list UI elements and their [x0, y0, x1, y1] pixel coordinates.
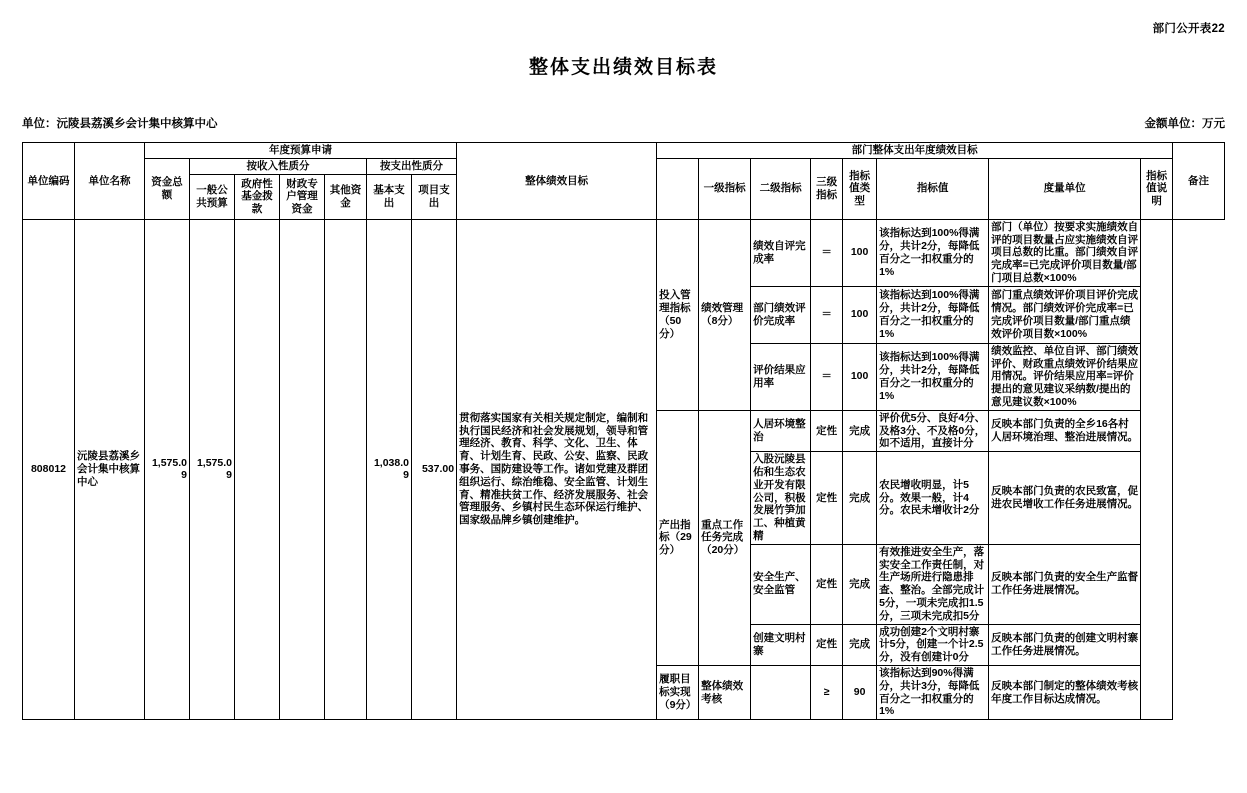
- cell-indicator-l1: 投入管理指标（50分）: [657, 219, 699, 410]
- cell-indicator-l3: 评价结果应用率: [751, 343, 811, 410]
- cell-measure: 农民增收明显，计5分。效果一般，计4分。农民未增收计2分: [877, 452, 989, 545]
- cell-overall-goal: 贯彻落实国家有关相关规定制定，编制和执行国民经济和社会发展规划，领导和管理经济、教育、科学、文化、卫生、体育、计划生育、民政、公安、监察、民政事务、国防建设等工作。诸如党建及群团组织运行、综治维稳、安全监管、计划生育、精准扶贫工作、经济发展服务、社会管理服务、乡镇村民生态环保运行维护、国家级品牌乡镇创建维护。: [457, 219, 657, 719]
- cell-measure: 该指标达到100%得满分，共计2分，每降低百分之一扣权重分的1%: [877, 343, 989, 410]
- th-general-public: 一般公共预算: [190, 174, 235, 219]
- cell-measure: 成功创建2个文明村寨计5分，创建一个计2.5分，没有创建计0分: [877, 624, 989, 665]
- cell-indicator-l3: 部门绩效评价完成率: [751, 286, 811, 343]
- cell-explain: 反映本部门负责的农民致富，促进农民增收工作任务进展情况。: [989, 452, 1141, 545]
- th-unit-code: 单位编码: [23, 143, 75, 220]
- cell-unit-name: 沅陵县荔溪乡会计集中核算中心: [75, 219, 145, 719]
- th-project-expense: 项目支出: [412, 174, 457, 219]
- th-indicator-l1: 一级指标: [699, 158, 751, 219]
- th-indicator-l3: 三级指标: [811, 158, 843, 219]
- cell-value: 完成: [843, 624, 877, 665]
- cell-value: 100: [843, 219, 877, 286]
- th-dept-goal-group: 部门整体支出年度绩效目标: [657, 143, 1173, 159]
- th-indicator-value-type: 指标值类型: [843, 158, 877, 219]
- cell-measure: 该指标达到100%得满分，共计2分，每降低百分之一扣权重分的1%: [877, 286, 989, 343]
- cell-value-type: ＝: [811, 343, 843, 410]
- cell-measure: 有效推进安全生产，落实安全工作责任制，对生产场所进行隐患排查、整治。全部完成计5分，一项未完成扣1.5分，三项未完成扣5分: [877, 544, 989, 624]
- cell-explain: 部门重点绩效评价项目评价完成情况。部门绩效评价完成率=已完成评价项目数量/部门重点绩效评价项目数×100%: [989, 286, 1141, 343]
- cell-indicator-l1: 履职目标实现（9分）: [657, 665, 699, 719]
- cell-indicator-l2: 重点工作任务完成（20分）: [699, 410, 751, 665]
- th-total-funds: 资金总额: [145, 158, 190, 219]
- cell-value-type: 定性: [811, 544, 843, 624]
- cell-explain: 反映本部门负责的创建文明村寨工作任务进展情况。: [989, 624, 1141, 665]
- unit-label: 单位：沅陵县荔溪乡会计集中核算中心: [22, 118, 218, 130]
- cell-measure: 评价优5分、良好4分、及格3分、不及格0分，如不适用，直接计分: [877, 410, 989, 451]
- th-fiscal-account: 财政专户管理资金: [280, 174, 325, 219]
- th-value-explain: 指标值说明: [1141, 158, 1173, 219]
- cell-indicator-l3: 入股沅陵县佑和生态农业开发有限公司，积极发展竹笋加工、种植黄精: [751, 452, 811, 545]
- cell-value-type: ＝: [811, 219, 843, 286]
- th-remark: 备注: [1173, 143, 1225, 220]
- cell-unit-code: 808012: [23, 219, 75, 719]
- cell-explain: 反映本部门负责的全乡16各村人居环境治理、整治进展情况。: [989, 410, 1141, 451]
- performance-goal-table: [22, 142, 1225, 720]
- cell-value: 完成: [843, 452, 877, 545]
- cell-gov-fund: [235, 219, 280, 719]
- cell-indicator-l3: 安全生产、安全监管: [751, 544, 811, 624]
- th-overall-goal: 整体绩效目标: [457, 143, 657, 220]
- cell-general-public: 1,575.09: [190, 219, 235, 719]
- cell-indicator-l3: [751, 665, 811, 719]
- cell-value-type: 定性: [811, 452, 843, 545]
- cell-indicator-l2: 绩效管理（8分）: [699, 219, 751, 410]
- th-budget-group: 年度预算申请: [145, 143, 457, 159]
- th-basic-expense: 基本支出: [367, 174, 412, 219]
- cell-indicator-l2: 整体绩效考核: [699, 665, 751, 719]
- cell-total-funds: 1,575.09: [145, 219, 190, 719]
- cell-other-funds: [325, 219, 367, 719]
- th-indicator-l2: 二级指标: [751, 158, 811, 219]
- form-number-note: 部门公开表22: [1152, 23, 1225, 35]
- amount-unit-label: 金额单位：万元: [1144, 118, 1225, 130]
- th-measure-unit: 度量单位: [989, 158, 1141, 219]
- cell-indicator-l1: 产出指标（29分）: [657, 410, 699, 665]
- cell-indicator-l3: 创建文明村寨: [751, 624, 811, 665]
- cell-explain: 反映本部门负责的安全生产监督工作任务进展情况。: [989, 544, 1141, 624]
- th-gov-fund: 政府性基金拨款: [235, 174, 280, 219]
- th-spacer: [657, 158, 699, 219]
- meta-row: [22, 115, 1225, 131]
- cell-value: 完成: [843, 544, 877, 624]
- table-header-row-1: [23, 143, 1225, 159]
- cell-measure: 该指标达到100%得满分，共计2分，每降低百分之一扣权重分的1%: [877, 219, 989, 286]
- th-other-funds: 其他资金: [325, 174, 367, 219]
- cell-explain: 绩效监控、单位自评、部门绩效评价、财政重点绩效评价结果应用情况。评价结果应用率=评价提出的意见建议采纳数/提出的意见建议数×100%: [989, 343, 1141, 410]
- cell-indicator-l3: 绩效自评完成率: [751, 219, 811, 286]
- cell-indicator-l3: 人居环境整治: [751, 410, 811, 451]
- cell-fiscal-account: [280, 219, 325, 719]
- th-by-income: 按收入性质分: [190, 158, 367, 174]
- cell-value: 100: [843, 286, 877, 343]
- page-title: 整体支出绩效目标表: [528, 57, 718, 78]
- table-body: [23, 219, 1225, 719]
- cell-value: 100: [843, 343, 877, 410]
- cell-value-type: ≥: [811, 665, 843, 719]
- cell-explain: 反映本部门制定的整体绩效考核年度工作目标达成情况。: [989, 665, 1141, 719]
- th-by-expense: 按支出性质分: [367, 158, 457, 174]
- cell-project-expense: 537.00: [412, 219, 457, 719]
- cell-explain: 部门（单位）按要求实施绩效自评的项目数量占应实施绩效自评项目总数的比重。部门绩效自评完成率=已完成评价项目数量/部门项目总数×100%: [989, 219, 1141, 286]
- cell-value: 90: [843, 665, 877, 719]
- cell-value-type: 定性: [811, 410, 843, 451]
- th-unit-name: 单位名称: [75, 143, 145, 220]
- th-indicator-value: 指标值: [877, 158, 989, 219]
- cell-value: 完成: [843, 410, 877, 451]
- cell-remark: [1141, 219, 1173, 719]
- table-row: [23, 219, 1225, 286]
- cell-value-type: ＝: [811, 286, 843, 343]
- cell-measure: 该指标达到90%得满分，共计3分，每降低百分之一扣权重分的1%: [877, 665, 989, 719]
- cell-basic-expense: 1,038.09: [367, 219, 412, 719]
- cell-value-type: 定性: [811, 624, 843, 665]
